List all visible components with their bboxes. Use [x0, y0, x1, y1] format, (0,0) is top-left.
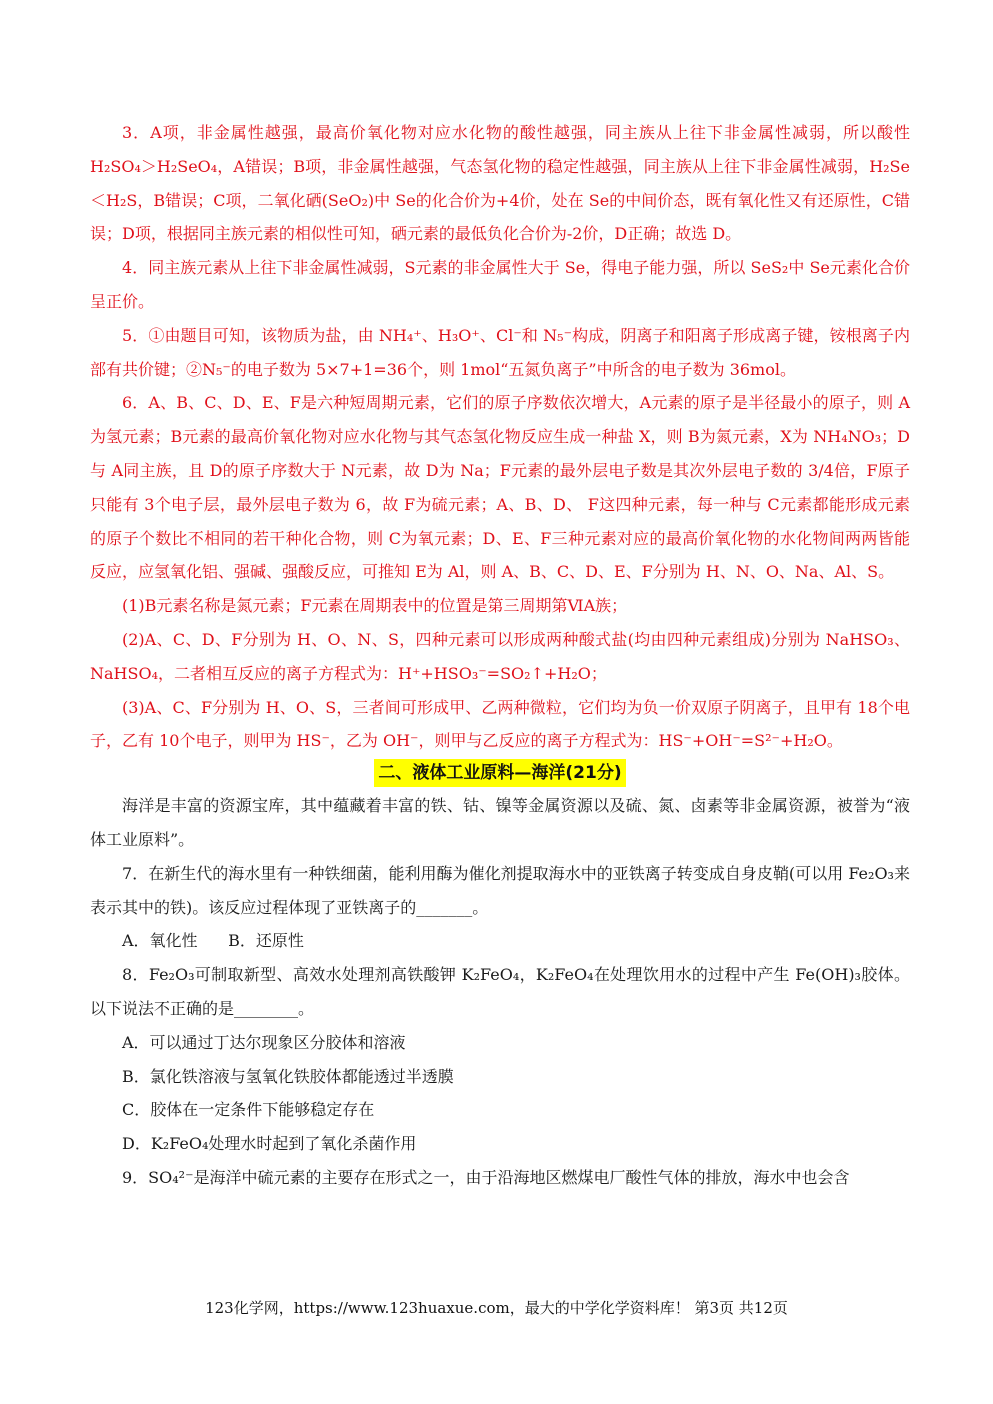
question-9: 9．SO₄²⁻是海洋中硫元素的主要存在形式之一，由于沿海地区燃煤电厂酸性气体的排放，海水中也会含 — [122, 1167, 850, 1187]
question-7: 7．在新生代的海水里有一种铁细菌，能利用酶为催化剂提取海水中的亚铁离子转变成自身皮鞘(可以用 Fe₂O₃来表示其中的铁)。该反应过程体现了亚铁离子的_______。 — [90, 863, 910, 917]
question-8-option-d: D．K₂FeO₄处理水时起到了氧化杀菌作用 — [122, 1134, 417, 1154]
answer-q6-part2: (2)A、C、D、F分别为 H、O、N、S，四种元素可以形成两种酸式盐(均由四种元素组成)分别为 NaHSO₃、NaHSO₄，二者相互反应的离子方程式为：H⁺+HSO₃⁻=SO₂↑+H₂O； — [90, 629, 910, 683]
answer-q4: 4．同主族元素从上往下非金属性减弱，S元素的非金属性大于 Se，得电子能力强，所以 SeS₂中 Se元素化合价呈正价。 — [90, 258, 910, 311]
answer-q5: 5．①由题目可知，该物质为盐，由 NH₄⁺、H₃O⁺、Cl⁻和 N₅⁻构成，阴离子和阳离子形成离子键，铵根离子内部有共价键；②N₅⁻的电子数为 5×7+1=36个，则 1mol“五氮负离子”中所含的电子数为 36mol。 — [90, 325, 910, 379]
answer-q6-part3: (3)A、C、F分别为 H、O、S，三者间可形成甲、乙两种微粒，它们均为负一价双原子阴离子，且甲有 18个电子，乙有 10个电子，则甲为 HS⁻，乙为 OH⁻，则甲与乙反应的离子方程式为：HS⁻+OH⁻=S²⁻+H₂O。 — [90, 697, 910, 751]
page-footer: 123化学网，https://www.123huaxue.com，最大的中学化学资料库！ 第3页 共12页 — [205, 1299, 788, 1317]
page-content — [90, 116, 910, 1195]
question-7-options: A．氧化性 B．还原性 — [122, 931, 304, 951]
answer-q6: 6．A、B、C、D、E、F是六种短周期元素，它们的原子序数依次增大，A元素的原子是半径最小的原子，则 A为氢元素；B元素的最高价氧化物对应水化物与其气态氢化物反应生成一种盐 X，则 B为氮元素，X为 NH₄NO₃；D与 A同主族，且 D的原子序数大于 N元素，故 D为 Na；F元素的最外层电子数是其次外层电子数的 3/4倍，F原子只能有 3个电子层，最外层电子数为 6，故 F为硫元素；A、B、D、 F这四种元素，每一种与 C元素都能形成元素的原子个数比不相同的若干种化合物，则 C为氧元素；D、E、F三种元素对应的最高价氧化物的水化物间两两皆能反应，应氢氧化铝、强碱、强酸反应，可推知 E为 Al，则 A、B、C、D、E、F分别为 H、N、O、Na、Al、S。 — [90, 393, 910, 582]
question-8-option-a: A．可以通过丁达尔现象区分胶体和溶液 — [122, 1032, 406, 1052]
section-heading-wrapper — [90, 759, 910, 787]
question-8-option-c: C．胶体在一定条件下能够稳定存在 — [122, 1100, 375, 1120]
answer-q6-part1: (1)B元素名称是氮元素；F元素在周期表中的位置是第三周期第ⅥA族； — [122, 596, 628, 616]
answer-q3: 3．A项，非金属性越强，最高价氧化物对应水化物的酸性越强，同主族从上往下非金属性减弱，所以酸性 H₂SO₄＞H₂SeO₄，A错误；B项，非金属性越强，气态氢化物的稳定性越强，同主族从上往下非金属性减弱，H₂Se＜H₂S，B错误；C项，二氧化硒(SeO₂)中 Se的化合价为+4价，处在 Se的中间价态，既有氧化性又有还原性，C错误；D项，根据同主族元素的相似性可知，硒元素的最低负化合价为-2价，D正确；故选 D。 — [90, 123, 910, 244]
question-8-option-b: B．氯化铁溶液与氢氧化铁胶体都能透过半透膜 — [122, 1066, 454, 1086]
section-intro: 海洋是丰富的资源宝库，其中蕴藏着丰富的铁、钴、镍等金属资源以及硫、氮、卤素等非金属资源，被誉为“液体工业原料”。 — [90, 796, 910, 849]
question-8: 8．Fe₂O₃可制取新型、高效水处理剂高铁酸钾 K₂FeO₄，K₂FeO₄在处理饮用水的过程中产生 Fe(OH)₃胶体。以下说法不正确的是________。 — [90, 965, 910, 1018]
section-heading: 二、液体工业原料—海洋(21分) — [374, 759, 625, 787]
